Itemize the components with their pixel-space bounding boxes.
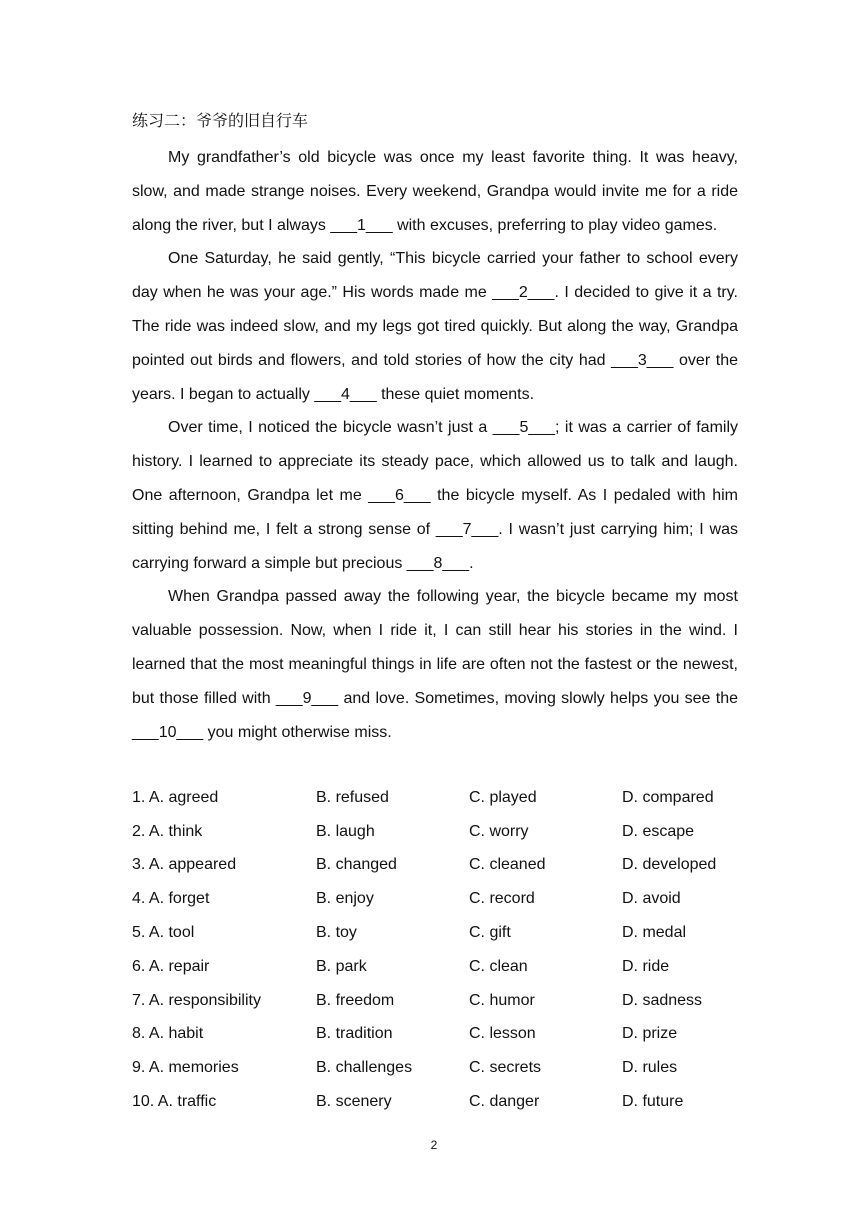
option-d: D. medal <box>622 924 687 942</box>
option-a: 1. A. agreed <box>132 788 219 806</box>
option-d: D. future <box>622 1093 684 1111</box>
option-b: B. tradition <box>316 1025 393 1043</box>
option-b: B. changed <box>316 856 397 874</box>
paragraph: One Saturday, he said gently, “This bicycle carried your father to school every day when he was your age.” His words made me ___2___. I decided to give it a try. The ride was indeed slow, and my legs got tired quickly. But along the way, Grandpa pointed out birds and flowers, and told stories of how the city had ___3___ over the years. I began to actually ___4___ these quiet moments. <box>132 250 738 403</box>
option-c: C. record <box>469 890 535 908</box>
question-row <box>132 1018 716 1052</box>
option-a: 10. A. traffic <box>132 1093 217 1111</box>
option-b: B. laugh <box>316 822 375 840</box>
options-table <box>132 781 716 1119</box>
question-row <box>132 882 716 916</box>
exercise-heading: 练习二：爷爷的旧自行车 <box>132 113 309 130</box>
option-a: 5. A. tool <box>132 924 195 942</box>
option-d: D. prize <box>622 1025 678 1043</box>
option-b: B. enjoy <box>316 890 374 908</box>
option-d: D. developed <box>622 856 717 874</box>
option-a: 7. A. responsibility <box>132 991 261 1009</box>
paragraph: Over time, I noticed the bicycle wasn’t just a ___5___; it was a carrier of family history. I learned to appreciate its steady pace, which allowed us to talk and laugh. One afternoon, Grandpa let me ___6___ the bicycle myself. As I pedaled with him sitting behind me, I felt a strong sense of ___7___. I wasn’t just carrying him; I was carrying forward a simple but precious ___8___. <box>132 419 738 572</box>
option-c: C. danger <box>469 1093 540 1111</box>
option-c: C. humor <box>469 991 535 1009</box>
question-row <box>132 950 716 984</box>
paragraph: My grandfather’s old bicycle was once my least favorite thing. It was heavy, slow, and made strange noises. Every weekend, Grandpa would invite me for a ride along the river, but I always ___1___ with excuses, preferring to play video games. <box>132 149 738 234</box>
option-b: B. freedom <box>316 991 395 1009</box>
option-d: D. avoid <box>622 890 681 908</box>
question-row <box>132 781 716 815</box>
option-a: 9. A. memories <box>132 1059 239 1077</box>
option-d: D. sadness <box>622 991 703 1009</box>
option-b: B. toy <box>316 924 357 942</box>
option-c: C. played <box>469 788 537 806</box>
option-a: 2. A. think <box>132 822 203 840</box>
option-c: C. clean <box>469 957 528 975</box>
option-d: D. escape <box>622 822 695 840</box>
paragraph: When Grandpa passed away the following year, the bicycle became my most valuable possession. Now, when I ride it, I can still hear his stories in the wind. I learned that the most meaningful things in life are often not the fastest or the newest, but those filled with ___9___ and love. Sometimes, moving slowly helps you see the ___10___ you might otherwise miss. <box>132 588 738 741</box>
option-a: 8. A. habit <box>132 1025 204 1043</box>
question-row <box>132 984 716 1018</box>
question-row <box>132 815 716 849</box>
option-b: B. challenges <box>316 1059 413 1077</box>
option-b: B. park <box>316 957 367 975</box>
option-d: D. rules <box>622 1059 678 1077</box>
question-row <box>132 1051 716 1085</box>
option-b: B. scenery <box>316 1093 392 1111</box>
question-row <box>132 1085 716 1119</box>
option-c: C. lesson <box>469 1025 536 1043</box>
question-row <box>132 849 716 883</box>
option-c: C. gift <box>469 924 511 942</box>
passage <box>132 141 738 749</box>
option-c: C. cleaned <box>469 856 546 874</box>
option-d: D. ride <box>622 957 670 975</box>
option-a: 6. A. repair <box>132 957 210 975</box>
option-c: C. secrets <box>469 1059 542 1077</box>
option-a: 3. A. appeared <box>132 856 237 874</box>
option-c: C. worry <box>469 822 529 840</box>
option-b: B. refused <box>316 788 389 806</box>
option-d: D. compared <box>622 788 714 806</box>
question-row <box>132 916 716 950</box>
option-a: 4. A. forget <box>132 890 210 908</box>
page-number: 2 <box>430 1138 438 1152</box>
